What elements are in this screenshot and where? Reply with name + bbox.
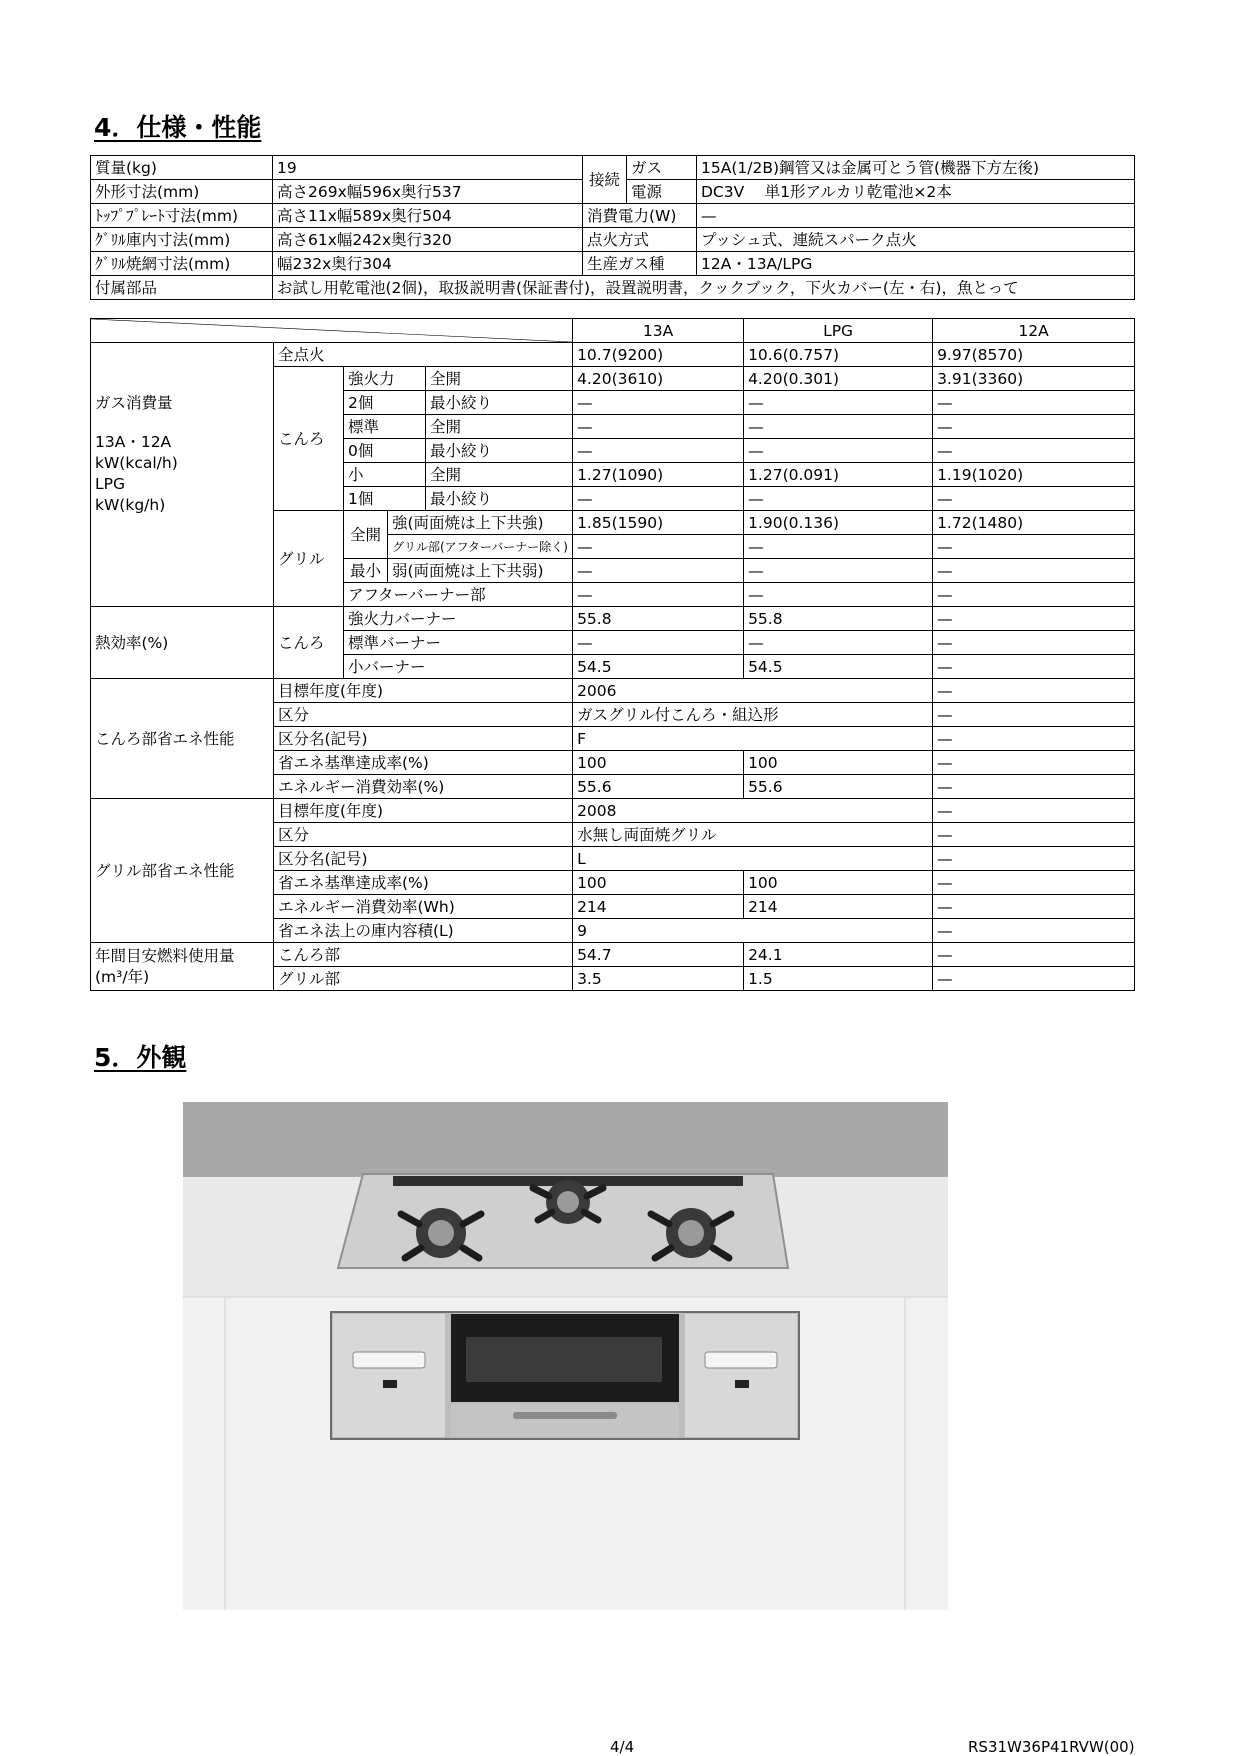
achievement-label: 省エネ基準達成率(%) <box>274 871 573 895</box>
table-row <box>91 276 1135 300</box>
cell: 4.20(0.301) <box>744 367 933 391</box>
konro-eco-label: こんろ部省エネ性能 <box>91 679 274 799</box>
accessories-value: お試し用乾電池(2個)，取扱説明書(保証書付)，設置説明書，クックブック，下火カバー(左・右)，魚とって <box>273 276 1135 300</box>
after-burner-label: アフターバーナー部 <box>344 583 573 607</box>
cell: — <box>933 823 1135 847</box>
cell: — <box>933 439 1135 463</box>
cell: 2006 <box>573 679 933 703</box>
cell: — <box>744 631 933 655</box>
min-open-label: 最小絞り <box>426 439 573 463</box>
cell: 55.6 <box>573 775 744 799</box>
consumption-label: 消費電力(W) <box>583 204 697 228</box>
cell: 214 <box>573 895 744 919</box>
cell: L <box>573 847 933 871</box>
kubun-label: 区分 <box>274 703 573 727</box>
grill-part-label: グリル部(アフターバーナー除く) <box>388 535 573 559</box>
table-row <box>91 943 1135 967</box>
annual-row-label: こんろ部 <box>274 943 573 967</box>
zenkai-label: 全開 <box>344 511 388 559</box>
cell: 54.5 <box>744 655 933 679</box>
cell: 2008 <box>573 799 933 823</box>
cell: — <box>573 583 744 607</box>
cell: — <box>744 559 933 583</box>
grill-strong-label: 強(両面焼は上下共強) <box>388 511 573 535</box>
cell: 3.91(3360) <box>933 367 1135 391</box>
cell: — <box>933 559 1135 583</box>
cell: — <box>933 535 1135 559</box>
grill-inner-label: ｸﾞﾘﾙ庫内寸法(mm) <box>91 228 273 252</box>
gas-type-label: 生産ガス種 <box>583 252 697 276</box>
power-value: DC3V 単1形アルカリ乾電池×2本 <box>697 180 1135 204</box>
cell: 55.8 <box>573 607 744 631</box>
header-lpg: LPG <box>744 319 933 343</box>
table-row <box>91 607 1135 631</box>
volume-label: 省エネ法上の庫内容積(L) <box>274 919 573 943</box>
cell: — <box>933 967 1135 991</box>
document-code: RS31W36P41RVW(00) <box>968 1738 1135 1756</box>
product-photo <box>183 1102 948 1610</box>
unit-line: kW(kcal/h) <box>95 454 178 472</box>
cell: — <box>933 679 1135 703</box>
all-fire-label: 全点火 <box>274 343 573 367</box>
page-number: 4/4 <box>610 1738 635 1756</box>
cell: — <box>933 943 1135 967</box>
spec-table <box>90 155 1135 300</box>
cell: 1.85(1590) <box>573 511 744 535</box>
cell: 1.27(1090) <box>573 463 744 487</box>
power-label: 電源 <box>627 180 697 204</box>
outer-size-label: 外形寸法(mm) <box>91 180 273 204</box>
cell: — <box>573 631 744 655</box>
achievement-label: 省エネ基準達成率(%) <box>274 751 573 775</box>
gas-consumption-label <box>91 343 274 607</box>
table-row <box>91 252 1135 276</box>
cell: — <box>573 535 744 559</box>
cell: — <box>744 415 933 439</box>
table-row <box>91 204 1135 228</box>
cell: — <box>744 583 933 607</box>
cell: — <box>933 391 1135 415</box>
accessories-label: 付属部品 <box>91 276 273 300</box>
cell: — <box>933 775 1135 799</box>
table-row <box>91 319 1135 343</box>
performance-table <box>90 318 1135 991</box>
cell: — <box>933 727 1135 751</box>
burner-label: 強火力バーナー <box>344 607 573 631</box>
cell: 100 <box>573 871 744 895</box>
cell: 24.1 <box>744 943 933 967</box>
full-open-label: 全開 <box>426 463 573 487</box>
table-row <box>91 799 1135 823</box>
annual-fuel-title: 年間目安燃料使用量 <box>95 946 235 965</box>
cell: 4.20(3610) <box>573 367 744 391</box>
cell: — <box>933 703 1135 727</box>
grill-weak-label: 弱(両面焼は上下共弱) <box>388 559 573 583</box>
kubun-label: 区分 <box>274 823 573 847</box>
weight-value: 19 <box>273 156 583 180</box>
gas-consumption-title: ガス消費量 <box>95 394 173 412</box>
weight-label: 質量(kg) <box>91 156 273 180</box>
connection-label: 接続 <box>583 156 627 204</box>
cell: — <box>744 535 933 559</box>
ignition-value: プッシュ式、連続スパーク点火 <box>697 228 1135 252</box>
min-open-label: 最小絞り <box>426 391 573 415</box>
full-open-label: 全開 <box>426 367 573 391</box>
cell: — <box>933 415 1135 439</box>
cell: — <box>933 655 1135 679</box>
target-year-label: 目標年度(年度) <box>274 679 573 703</box>
kubun-name-label: 区分名(記号) <box>274 727 573 751</box>
cell: — <box>573 487 744 511</box>
cell: 9 <box>573 919 933 943</box>
konro-label: こんろ <box>274 607 344 679</box>
grill-net-label: ｸﾞﾘﾙ焼網寸法(mm) <box>91 252 273 276</box>
cell: 100 <box>744 871 933 895</box>
count-label: 1個 <box>344 487 426 511</box>
cell: — <box>933 631 1135 655</box>
grill-label: グリル <box>274 511 344 607</box>
cell: — <box>933 607 1135 631</box>
konro-label: こんろ <box>274 367 344 511</box>
table-row <box>91 228 1135 252</box>
unit-line: LPG <box>95 475 125 493</box>
top-plate-value: 高さ11x幅589x奥行504 <box>273 204 583 228</box>
annual-fuel-label <box>91 943 274 991</box>
saisho-label: 最小 <box>344 559 388 583</box>
outer-size-value: 高さ269x幅596x奥行537 <box>273 180 583 204</box>
ignition-label: 点火方式 <box>583 228 697 252</box>
cell: — <box>573 439 744 463</box>
cell: — <box>933 799 1135 823</box>
grill-inner-value: 高さ61x幅242x奥行320 <box>273 228 583 252</box>
cell: 100 <box>573 751 744 775</box>
table-row <box>91 343 1135 367</box>
header-diagonal <box>91 319 573 343</box>
cell: 1.27(0.091) <box>744 463 933 487</box>
cell: 9.97(8570) <box>933 343 1135 367</box>
cell: ガスグリル付こんろ・組込形 <box>573 703 933 727</box>
cell: — <box>573 391 744 415</box>
count-label: 0個 <box>344 439 426 463</box>
cell: — <box>933 871 1135 895</box>
cell: — <box>933 583 1135 607</box>
cell: 55.6 <box>744 775 933 799</box>
gas-label: ガス <box>627 156 697 180</box>
cell: 100 <box>744 751 933 775</box>
gas-type-value: 12A・13A/LPG <box>697 252 1135 276</box>
cell: 54.7 <box>573 943 744 967</box>
header-13a: 13A <box>573 319 744 343</box>
kubun-name-label: 区分名(記号) <box>274 847 573 871</box>
cell: — <box>933 487 1135 511</box>
cell: — <box>933 751 1135 775</box>
top-plate-label: ﾄｯﾌﾟﾌﾟﾚｰﾄ寸法(mm) <box>91 204 273 228</box>
cell: 55.8 <box>744 607 933 631</box>
grill-net-value: 幅232x奥行304 <box>273 252 583 276</box>
cell: 1.19(1020) <box>933 463 1135 487</box>
cell: 1.5 <box>744 967 933 991</box>
full-open-label: 全開 <box>426 415 573 439</box>
unit-line: 13A・12A <box>95 433 172 451</box>
cell: F <box>573 727 933 751</box>
header-12a: 12A <box>933 319 1135 343</box>
count-label: 2個 <box>344 391 426 415</box>
strong-label: 強火力 <box>344 367 426 391</box>
annual-fuel-unit: (m³/年) <box>95 967 150 986</box>
table-row <box>91 156 1135 180</box>
cell: 10.7(9200) <box>573 343 744 367</box>
standard-label: 標準 <box>344 415 426 439</box>
burner-label: 標準バーナー <box>344 631 573 655</box>
target-year-label: 目標年度(年度) <box>274 799 573 823</box>
energy-eff-label: エネルギー消費効率(Wh) <box>274 895 573 919</box>
cell: — <box>744 439 933 463</box>
cell: 1.72(1480) <box>933 511 1135 535</box>
cell: — <box>573 415 744 439</box>
cell: 1.90(0.136) <box>744 511 933 535</box>
min-open-label: 最小絞り <box>426 487 573 511</box>
cell: 214 <box>744 895 933 919</box>
consumption-value: — <box>697 204 1135 228</box>
grill-eco-label: グリル部省エネ性能 <box>91 799 274 943</box>
cell: — <box>573 559 744 583</box>
unit-line: kW(kg/h) <box>95 496 166 514</box>
cell: — <box>933 919 1135 943</box>
cell: — <box>744 391 933 415</box>
section-4-title: 4．仕様・性能 <box>94 113 262 142</box>
cell: — <box>933 847 1135 871</box>
thermal-efficiency-label: 熱効率(%) <box>91 607 274 679</box>
cell: 水無し両面焼グリル <box>573 823 933 847</box>
table-row <box>91 679 1135 703</box>
cell: — <box>744 487 933 511</box>
cell: 3.5 <box>573 967 744 991</box>
gas-value: 15A(1/2B)鋼管又は金属可とう管(機器下方左後) <box>697 156 1135 180</box>
section-5-title: 5．外観 <box>94 1043 187 1072</box>
small-label: 小 <box>344 463 426 487</box>
cell: 54.5 <box>573 655 744 679</box>
annual-row-label: グリル部 <box>274 967 573 991</box>
burner-label: 小バーナー <box>344 655 573 679</box>
cell: — <box>933 895 1135 919</box>
cell: 10.6(0.757) <box>744 343 933 367</box>
energy-eff-label: エネルギー消費効率(%) <box>274 775 573 799</box>
